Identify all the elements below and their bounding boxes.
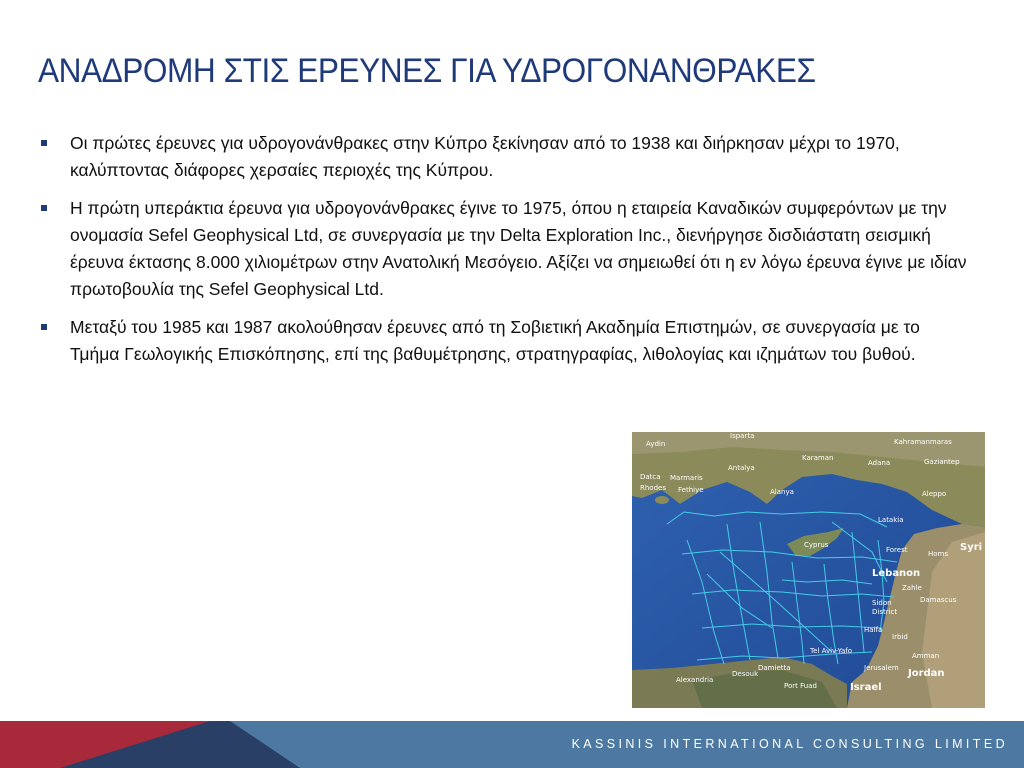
rhodes-island (655, 496, 669, 504)
map-label-adana: Adana (868, 459, 891, 467)
map-label-zahle: Zahle (902, 584, 922, 592)
map-label-alexandria: Alexandria (676, 676, 714, 684)
bullet-square-icon (41, 205, 47, 211)
map-label-marmaris: Marmaris (670, 474, 703, 482)
bullet-list (38, 130, 968, 379)
survey-map-image (632, 432, 985, 708)
map-label-gaziantep: Gaziantep (924, 458, 960, 466)
map-label-kahramanmaras: Kahramanmaras (894, 438, 952, 446)
footer-company-name: KASSINIS INTERNATIONAL CONSULTING LIMITED (571, 737, 1008, 751)
map-label-latakia: Latakia (878, 516, 904, 524)
map-label-rhodes: Rhodes (640, 484, 666, 492)
map-label-damascus: Damascus (920, 596, 957, 604)
map-label-homs: Homs (928, 550, 949, 558)
map-label-syria: Syri (960, 542, 983, 553)
bullet-item (38, 314, 968, 368)
footer-band (0, 721, 1024, 768)
map-label-lebanon: Lebanon (872, 568, 921, 579)
map-label-antalya: Antalya (728, 464, 755, 472)
map-label-karaman: Karaman (802, 454, 834, 462)
map-label-israel: Israel (850, 682, 882, 693)
map-label-port-fuad: Port Fuad (784, 682, 817, 690)
map-label-jerusalem: Jerusalem (864, 664, 899, 672)
map-label-aydin: Aydin (646, 440, 666, 448)
map-label-district: District (872, 608, 898, 616)
map-label-datca: Datca (640, 473, 661, 481)
map-label-forest: Forest (886, 546, 908, 554)
bullet-item (38, 195, 968, 303)
map-label-damietta: Damietta (758, 664, 791, 672)
bullet-text: Μεταξύ του 1985 και 1987 ακολούθησαν έρευνες από τη Σοβιετική Ακαδημία Επιστημών, σε συνεργασία με το Τμήμα Γεωλογικής Επισκόπησης, επί της βαθυμέτρησης, στρατηγραφίας, λιθολογίας και ιζημάτων του βυθού. (70, 317, 920, 364)
map-label-desouk: Desouk (732, 670, 759, 678)
map-label-cyprus: Cyprus (804, 541, 829, 549)
bullet-square-icon (41, 140, 47, 146)
map-label-aleppo: Aleppo (922, 490, 947, 498)
map-label-fethiye: Fethiye (678, 486, 704, 494)
map-label-irbid: Irbid (892, 633, 908, 641)
bullet-text: Η πρώτη υπεράκτια έρευνα για υδρογονάνθρακες έγινε το 1975, όπου η εταιρεία Καναδικών συμφερόντων με την ονομασία Sefel Geophysical Ltd, σε συνεργασία με την Delta Exploration Inc., διενήργησε δισδιάστατη σεισμική έρευνα έκτασης 8.000 χιλιομέτρων στην Ανατολική Μεσόγειο. Αξίζει να σημειωθεί ότι η εν λόγω έρευνα έγινε με ιδίαν πρωτοβουλία της Sefel Geophysical Ltd. (70, 198, 967, 299)
slide-title: ΑΝΑΔΡΟΜΗ ΣΤΙΣ ΕΡΕΥΝΕΣ ΓΙΑ ΥΔΡΟΓΟΝΑΝΘΡΑΚΕΣ (38, 52, 816, 90)
map-label-jordan: Jordan (908, 668, 945, 679)
bullet-square-icon (41, 324, 47, 330)
map-label-amman: Amman (912, 652, 940, 660)
map-label-alanya: Alanya (770, 488, 794, 496)
bullet-text: Οι πρώτες έρευνες για υδρογονάνθρακες στην Κύπρο ξεκίνησαν από το 1938 και διήρκησαν μέχρι το 1970, καλύπτοντας διάφορες χερσαίες περιοχές της Κύπρου. (70, 133, 900, 180)
map-label-haifa: Haifa (864, 626, 883, 634)
bullet-item (38, 130, 968, 184)
map-label-sidon: Sidon (872, 599, 892, 607)
map-label-isparta: Isparta (730, 432, 755, 440)
map-label-tel-aviv: Tel Aviv-Yafo (810, 647, 853, 655)
